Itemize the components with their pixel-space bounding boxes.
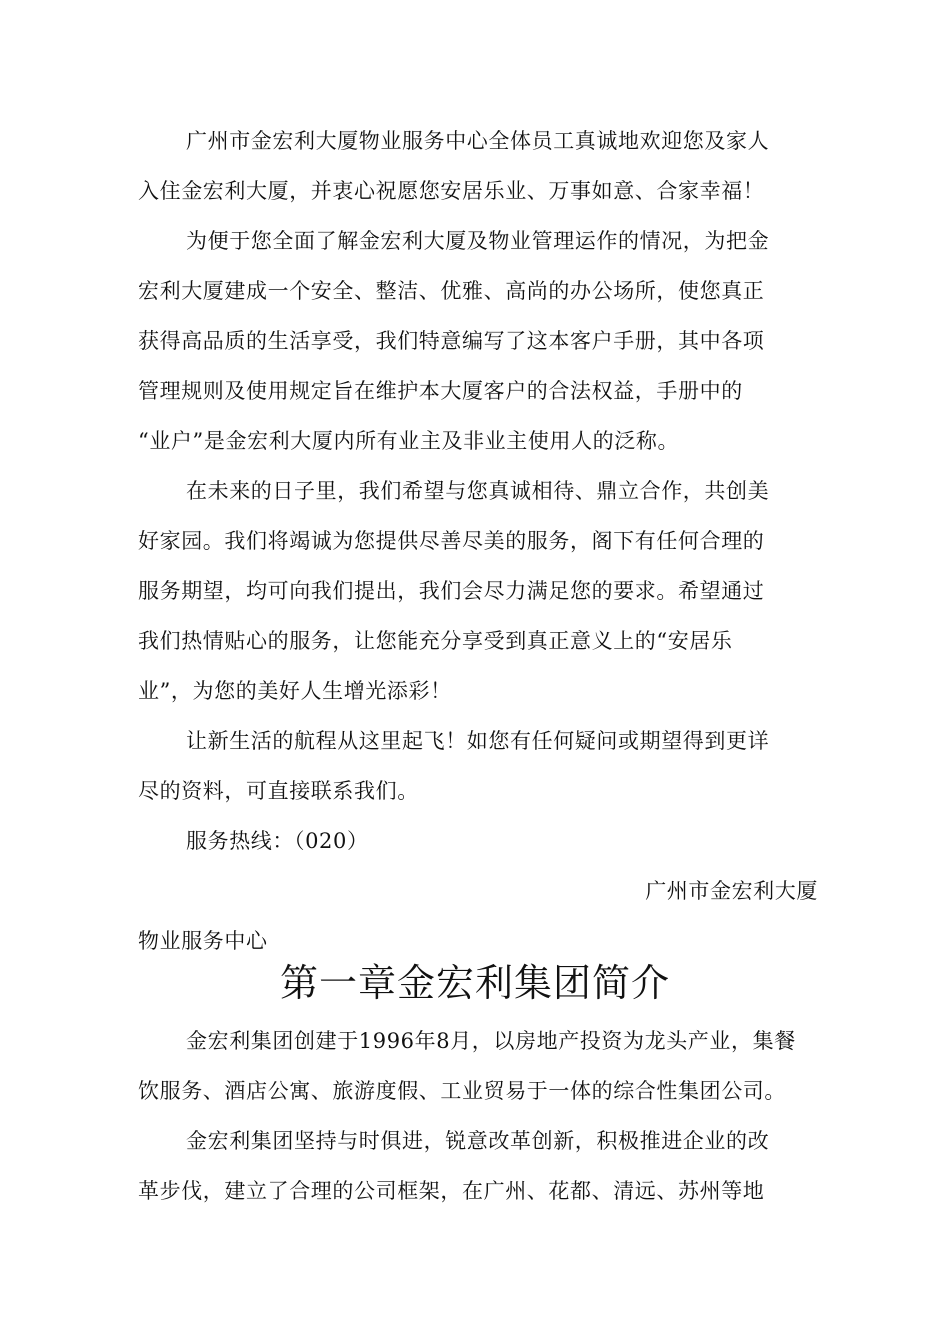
chapter1-p1-line1: 金宏利集团创建于1996年8月，以房地产投资为龙头产业，集餐 (186, 1029, 796, 1053)
service-hotline: 服务热线：（020） (186, 829, 369, 853)
chapter-title: 第一章金宏利集团简介 (279, 961, 670, 1005)
welcome-p1-line1: 广州市金宏利大厦物业服务中心全体员工真诚地欢迎您及家人 (186, 129, 770, 153)
welcome-p4-line1: 让新生活的航程从这里起飞！如您有任何疑问或期望得到更详 (186, 729, 770, 753)
chapter1-p2-line2: 革步伐，建立了合理的公司框架，在广州、花都、清远、苏州等地 (138, 1179, 765, 1203)
signature-line2: 物业服务中心 (138, 929, 268, 953)
welcome-p3-line3: 服务期望，均可向我们提出，我们会尽力满足您的要求。希望通过 (138, 579, 765, 603)
welcome-p3-line5: 业”，为您的美好人生增光添彩！ (138, 679, 452, 703)
welcome-p4-line2: 尽的资料，可直接联系我们。 (138, 779, 419, 803)
welcome-p2-line3: 获得高品质的生活享受，我们特意编写了这本客户手册，其中各项 (138, 329, 765, 353)
welcome-p2-line2: 宏利大厦建成一个安全、整洁、优雅、高尚的办公场所，使您真正 (138, 279, 765, 303)
welcome-p2-line5: “业户”是金宏利大厦内所有业主及非业主使用人的泛称。 (138, 429, 680, 453)
signature-line1: 广州市金宏利大厦 (645, 879, 818, 903)
welcome-p2-line1: 为便于您全面了解金宏利大厦及物业管理运作的情况，为把金 (186, 229, 770, 253)
welcome-p2-line4: 管理规则及使用规定旨在维护本大厦客户的合法权益，手册中的 (138, 379, 743, 403)
chapter1-p1-line2: 饮服务、酒店公寓、旅游度假、工业贸易于一体的综合性集团公司。 (138, 1079, 786, 1103)
welcome-p1-line2: 入住金宏利大厦，并衷心祝愿您安居乐业、万事如意、合家幸福！ (138, 179, 765, 203)
chapter1-p2-line1: 金宏利集团坚持与时俱进，锐意改革创新，积极推进企业的改 (186, 1129, 770, 1153)
welcome-p3-line4: 我们热情贴心的服务，让您能充分享受到真正意义上的“安居乐 (138, 629, 733, 653)
welcome-p3-line2: 好家园。我们将竭诚为您提供尽善尽美的服务，阁下有任何合理的 (138, 529, 765, 553)
welcome-p3-line1: 在未来的日子里，我们希望与您真诚相待、鼎立合作，共创美 (186, 479, 770, 503)
